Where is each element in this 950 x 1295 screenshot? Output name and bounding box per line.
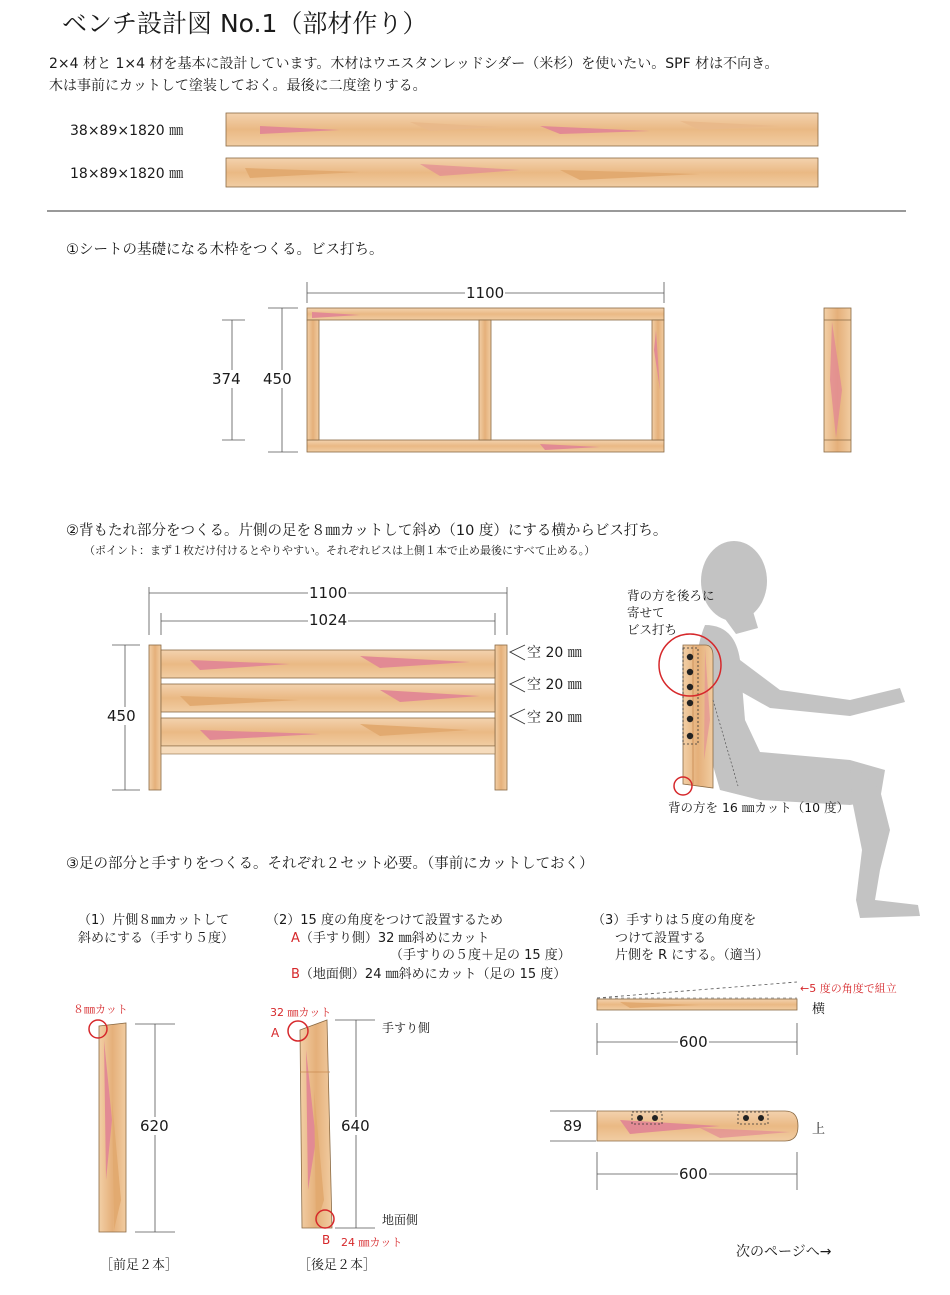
gap-label-1: 空 20 ㎜ — [527, 645, 582, 661]
armrest-side-label: 横 — [812, 1002, 826, 1017]
rear-leg-cut-a-label: 32 ㎜カット — [270, 1006, 332, 1019]
gap-label-3: 空 20 ㎜ — [527, 710, 582, 726]
step3-col3-line-3: 片側を R にする。（適当） — [615, 948, 769, 963]
step3-col3-line-1: （3）手すりは５度の角度を — [592, 913, 757, 928]
step2-note: （ポイント：まず１枚だけ付けるとやりやすい。それぞれビスは上側１本で止め最後にすべて止める。） — [84, 544, 596, 557]
label-a-marker: A — [291, 931, 300, 946]
step3-col1-line-2: 斜めにする（手すり５度） — [78, 931, 235, 946]
armrest-side-length: 600 — [679, 1033, 708, 1051]
step3-col2-line-a2: （手すりの５度＋足の 15 度） — [390, 948, 571, 963]
armrest-top-length: 600 — [679, 1165, 708, 1183]
back-cut-note: 背の方を 16 ㎜カット（10 度） — [668, 800, 850, 815]
armrest-top-view — [550, 1111, 798, 1190]
step3-col2-line-b-text: （地面側）24 ㎜斜めにカット（足の 15 度） — [299, 967, 567, 982]
side-note-line-1: 背の方を後ろに — [627, 588, 715, 603]
step1-width-dimension: 1100 — [466, 284, 505, 302]
step3-col1-line-1: （1）片側８㎜カットして — [78, 913, 230, 928]
lumber-label-1x4: 18×89×1820 ㎜ — [70, 166, 184, 182]
step3-col2-line-a — [291, 930, 489, 948]
page-title: ベンチ設計図 No.1（部材作り） — [62, 9, 428, 38]
lumber-board-1x4 — [226, 158, 818, 187]
step2-heading: ②背もたれ部分をつくる。片側の足を８㎜カットして斜め（10 度）にする横からビス打ち。 — [66, 523, 668, 539]
step3-col2-line-b — [291, 966, 566, 984]
seated-person-figure — [696, 541, 920, 918]
intro-line-2: 木は事前にカットして塗装しておく。最後に二度塗りする。 — [49, 78, 427, 94]
rear-leg-length: 640 — [341, 1117, 370, 1135]
lumber-label-2x4: 38×89×1820 ㎜ — [70, 123, 184, 139]
rear-leg-caption: ［後足２本］ — [298, 1258, 377, 1273]
rear-leg-label-a: A — [271, 1026, 280, 1040]
step3-heading: ③足の部分と手すりをつくる。それぞれ２セット必要。（事前にカットしておく） — [66, 856, 594, 872]
gap-label-2: 空 20 ㎜ — [527, 677, 582, 693]
step3-col2-line-1: （2）15 度の角度をつけて設置するため — [266, 913, 503, 928]
side-note-line-3: ビス打ち — [627, 622, 678, 637]
armrest-angle-note: ←5 度の角度で組立 — [800, 982, 897, 995]
front-leg-length: 620 — [140, 1117, 169, 1135]
rear-leg-bottom-label: 地面側 — [382, 1213, 419, 1227]
rear-leg-cut-b-label: 24 ㎜カット — [341, 1236, 403, 1249]
step2-inner-width-dimension: 1024 — [309, 611, 348, 629]
step1-outer-height-dimension: 450 — [263, 370, 292, 388]
intro-line-1: 2×4 材と 1×4 材を基本に設計しています。木材はウエスタンレッドシダー（米杉）を使いたい。SPF 材は不向き。 — [49, 56, 779, 72]
armrest-top-label: 上 — [812, 1122, 826, 1137]
next-page-link[interactable]: 次のページへ→ — [736, 1244, 832, 1260]
step2-height-dimension: 450 — [107, 707, 136, 725]
step2-outer-width-dimension: 1100 — [309, 584, 348, 602]
step3-col3-line-2: つけて設置する — [615, 931, 707, 946]
lumber-board-2x4 — [226, 113, 818, 146]
front-leg-cut-label: ８㎜カット — [73, 1003, 128, 1016]
rear-leg-label-b: B — [322, 1233, 331, 1247]
step3-col2-line-a-text: （手すり側）32 ㎜斜めにカット — [299, 931, 490, 946]
label-b-marker: B — [291, 967, 300, 982]
step1-heading: ①シートの基礎になる木枠をつくる。ビス打ち。 — [66, 242, 384, 258]
seat-frame-front-view — [222, 282, 664, 452]
step1-inner-height-dimension: 374 — [212, 370, 241, 388]
side-note-line-2: 寄せて — [627, 605, 665, 620]
rear-leg-top-label: 手すり側 — [382, 1021, 431, 1035]
armrest-width: 89 — [563, 1117, 583, 1135]
seat-frame-side-view — [824, 308, 851, 452]
front-leg-caption: ［前足２本］ — [100, 1258, 179, 1273]
